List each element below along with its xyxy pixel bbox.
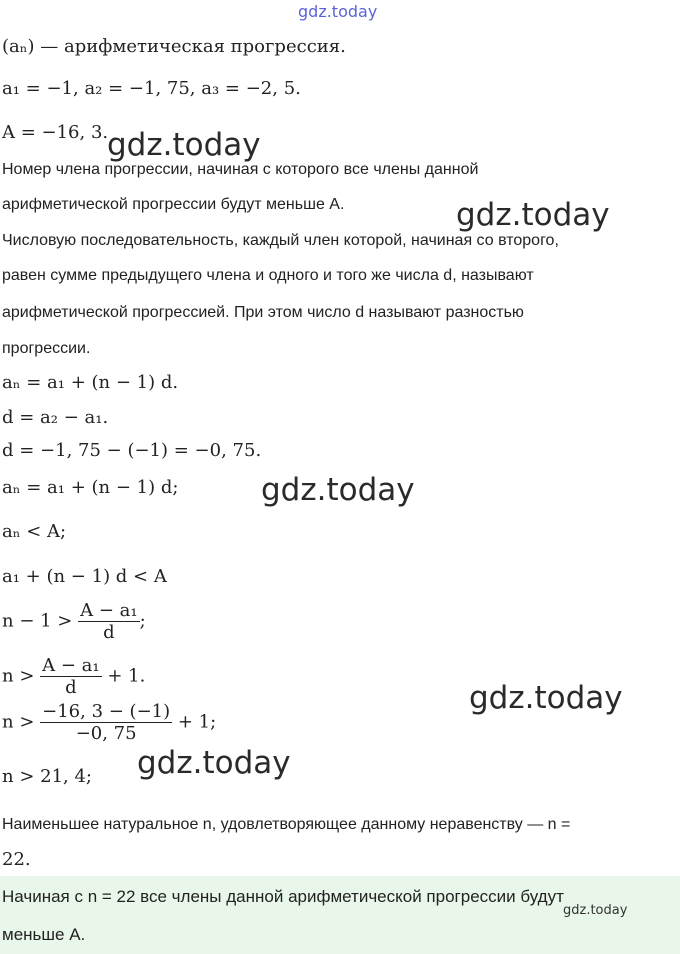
inequality-5-left: n > (2, 711, 35, 733)
inequality-3 (2, 600, 146, 643)
watermark: gdz.today (261, 472, 415, 508)
question-line-2: арифметической прогрессии будут меньше A. (2, 196, 345, 213)
fraction (40, 655, 101, 698)
fraction-denominator: d (103, 622, 115, 643)
inequality-4-left: n > (2, 665, 35, 687)
fraction (78, 600, 139, 643)
fraction-denominator: d (65, 677, 77, 698)
watermark: gdz.today (107, 127, 261, 163)
answer-line-1: Начиная с n = 22 все члены данной арифметической прогрессии будут (2, 887, 564, 906)
answer-line-2: меньше A. (2, 925, 86, 944)
inequality-6: n > 21, 4; (2, 766, 92, 787)
watermark: gdz.today (469, 680, 623, 716)
formula-general: aₙ = a₁ + (n − 1) d. (2, 372, 179, 393)
conclusion-line-2: 22. (2, 849, 31, 870)
fraction-numerator: A − a₁ (80, 600, 138, 621)
given-terms: a₁ = −1, a₂ = −1, 75, a₃ = −2, 5. (2, 78, 301, 99)
formula-general-2: aₙ = a₁ + (n − 1) d; (2, 477, 179, 498)
definition-line-2: равен сумме предыдущего члена и одного и того же числа d, называют (2, 267, 534, 284)
given-a: A = −16, 3. (2, 122, 109, 143)
fraction-numerator: −16, 3 − (−1) (42, 701, 171, 722)
inequality-3-left: n − 1 > (2, 610, 73, 632)
inequality-2: a₁ + (n − 1) d < A (2, 566, 167, 587)
watermark-small: gdz.today (563, 903, 628, 918)
inequality-4-end: + 1. (107, 665, 146, 687)
definition-line-3: арифметической прогрессией. При этом число d называют разностью (2, 304, 524, 321)
inequality-4 (2, 655, 145, 698)
watermark: gdz.today (456, 197, 610, 233)
inequality-5 (2, 701, 216, 744)
definition-line-1: Числовую последовательность, каждый член которой, начиная со второго, (2, 232, 559, 249)
intro-line: (aₙ) — арифметическая прогрессия. (2, 36, 346, 57)
calc-d: d = −1, 75 − (−1) = −0, 75. (2, 440, 262, 461)
inequality-3-end: ; (139, 610, 146, 632)
inequality-5-end: + 1; (177, 711, 217, 733)
fraction (40, 701, 172, 744)
question-line-1: Номер члена прогрессии, начиная с которого все члены данной (2, 161, 479, 178)
definition-line-4: прогрессии. (2, 340, 91, 357)
watermark-top: gdz.today (298, 2, 378, 21)
watermark: gdz.today (137, 745, 291, 781)
conclusion-line-1: Наименьшее натуральное n, удовлетворяющее данному неравенству — n = (2, 816, 571, 833)
fraction-denominator: −0, 75 (75, 723, 137, 744)
formula-d: d = a₂ − a₁. (2, 407, 109, 428)
inequality-1: aₙ < A; (2, 521, 67, 542)
fraction-numerator: A − a₁ (42, 655, 100, 676)
